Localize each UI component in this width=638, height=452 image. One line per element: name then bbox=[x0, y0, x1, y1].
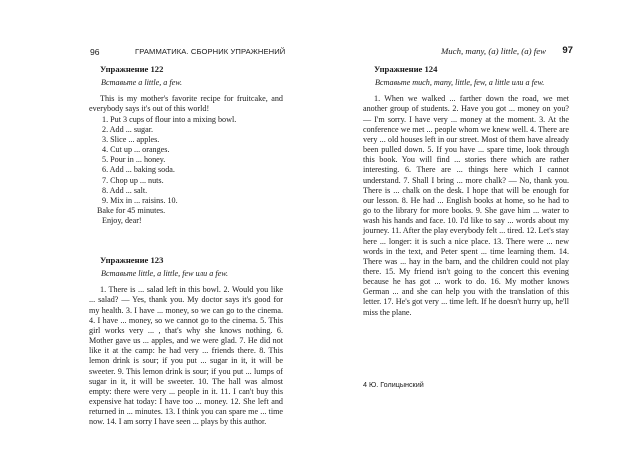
exercise-124 bbox=[363, 64, 569, 318]
exercise-124-title: Упражнение 124 bbox=[374, 64, 438, 74]
exercise-124-task: Вставьте much, many, little, few, a little или a few. bbox=[375, 78, 545, 88]
recipe-step: 7. Chop up ... nuts. bbox=[102, 175, 164, 185]
recipe-step: 9. Mix in ... raisins. 10. bbox=[102, 195, 178, 205]
exercise-122-intro: This is my mother's favorite recipe for fruitcake, and everybody says it's out of this world! bbox=[89, 94, 283, 114]
recipe-step: 1. Put 3 cups of flour into a mixing bowl. bbox=[102, 114, 237, 124]
running-head-left: ГРАММАТИКА. СБОРНИК УПРАЖНЕНИЙ bbox=[135, 47, 286, 56]
recipe-step: 4. Cut up ... oranges. bbox=[102, 145, 170, 155]
exercise-124-body: 1. When we walked ... farther down the road, we met another group of students. 2. Have you got ... money on you? — I'm sorry. I have very ... money at the moment. 3. At the conference we met ... people whom we knew well. 4. There are very ... old houses left in our street. Most of them have already been pulled down. 5. If you have ... spare time, look through this book. You will find ... stories there which are rather interesting. 6. There are ... things here which I cannot understand. 7. Shall I bring ... more chalk? — No, thank you. There is ... chalk on the desk. I hope that will be enough for our lesson. 8. He had ... English books at home, so he had to go to the library for more books. 9. She gave him ... water to wash his hands and face. 10. I'd like to say ... words about my journey. 11. After the play everybody felt ... tired. 12. Let's stay here ... longer: it is such a nice place. 13. There were ... new words in the text, and Peter spent ... time learning them. 14. There was ... hay in the barn, and the children could not play there. 15. My friend isn't going to the concert this evening because he has got ... work to do. 16. My mother knows German ... and she can help you with the translation of this letter. 17. He's got very ... time left. If he doesn't hurry up, he'll miss the plane. bbox=[363, 94, 569, 317]
exercise-122 bbox=[89, 64, 283, 226]
recipe-step: 8. Add ... salt. bbox=[102, 185, 148, 195]
exercise-122-title: Упражнение 122 bbox=[100, 64, 164, 74]
recipe-step: 5. Pour in ... honey. bbox=[102, 155, 166, 165]
recipe-step: 3. Slice ... apples. bbox=[102, 134, 160, 144]
exercise-123-title: Упражнение 123 bbox=[100, 255, 164, 265]
running-head-right: Much, many, (a) little, (a) few bbox=[440, 46, 546, 56]
right-page bbox=[319, 0, 638, 452]
recipe-closing: Enjoy, dear! bbox=[102, 216, 142, 226]
recipe-step: 2. Add ... sugar. bbox=[102, 124, 154, 134]
recipe-step: Bake for 45 minutes. bbox=[97, 206, 166, 216]
signature-mark: 4 Ю. Голицынский bbox=[363, 380, 424, 389]
recipe-steps bbox=[89, 115, 283, 227]
exercise-122-task: Вставьте a little, a few. bbox=[101, 78, 183, 88]
page-number-left: 96 bbox=[90, 47, 100, 57]
exercise-123-task: Вставьте little, a little, few или a few. bbox=[101, 269, 229, 279]
page-number-right: 97 bbox=[562, 45, 573, 56]
exercise-123 bbox=[89, 255, 283, 428]
exercise-123-body: 1. There is ... salad left in this bowl. 2. Would you like ... salad? — Yes, thank you. My doctor says it's good for my health. 3. I have ... money, so we can go to the cinema. 4. I have ... money, so we cannot go to the cinema. 5. This girl works very ... , that's why she knows nothing. 6. Mother gave us ... apples, and we were glad. 7. He did not like it at the camp: he had very ... friends there. 8. This lemon drink is sour; if you put ... sugar in it, it will be sweeter. 9. This lemon drink is sour; if you put ... lumps of sugar in it, it will be sweeter. 10. The hall was almost empty: there were very ... people in it. 11. I can't buy this expensive hat today: I have too ... money. 12. She left and returned in ... minutes. 13. I think you can spare me ... time now. 14. I am sorry I have seen ... plays by this author. bbox=[89, 285, 283, 427]
recipe-step: 6. Add ... baking soda. bbox=[102, 165, 175, 175]
